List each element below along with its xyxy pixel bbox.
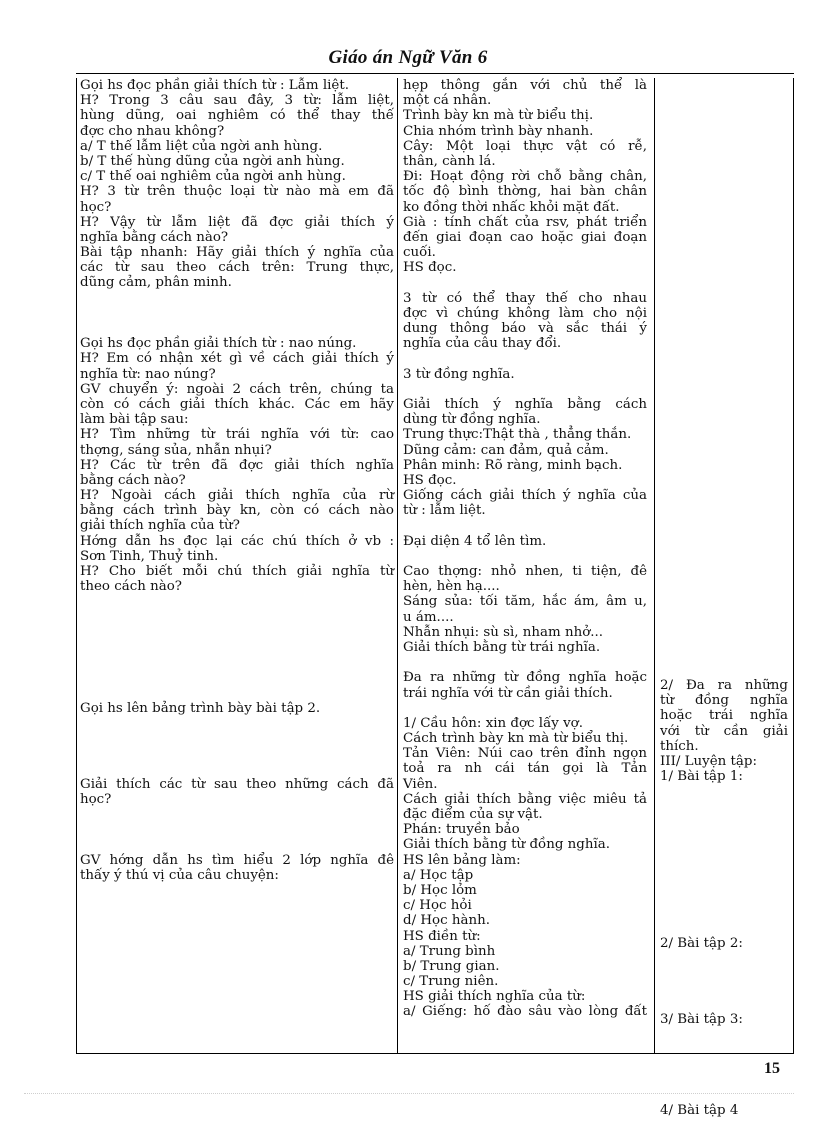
middle-line: a/ Trung bình xyxy=(403,943,496,959)
middle-line: đặc điểm của sự vật. xyxy=(403,807,543,822)
middle-line: HS giải thích nghĩa của từ: xyxy=(403,989,586,1005)
left-line: Hớng dẫn hs đọc lại các chú thích ở vb : xyxy=(80,533,394,549)
left-line: GV hớng dẫn hs tìm hiểu 2 lớp nghĩa đê xyxy=(80,852,394,868)
left-line: nghĩa bằng cách nào? xyxy=(80,229,229,245)
left-line: Bài tập nhanh: Hãy giải thích ý nghĩa của xyxy=(80,245,394,261)
left-line: học? xyxy=(80,791,112,807)
middle-line: Nhẫn nhụi: sù sì, nham nhở... xyxy=(403,624,604,640)
middle-line: trái nghĩa với từ cần giải thích. xyxy=(403,685,613,701)
left-line: GV chuyển ý: ngoài 2 cách trên, chúng ta xyxy=(80,381,394,397)
left-line: H? Trong 3 câu sau đây, 3 từ: lẫm liệt, xyxy=(80,93,394,109)
middle-line: Cách trình bày kn mà từ biểu thị. xyxy=(403,731,629,747)
middle-line xyxy=(403,701,647,716)
table-border-right xyxy=(793,78,794,1054)
middle-line: ko đồng thời nhấc khỏi mặt đất. xyxy=(403,199,620,215)
middle-line: Cây: Một loại thực vật có rễ, xyxy=(403,138,647,154)
right-line xyxy=(660,800,788,815)
left-line: nghĩa từ: nao núng? xyxy=(80,366,216,382)
left-line: H? Ngoài cách giải thích nghĩa của rừ xyxy=(80,488,394,504)
left-line: Giải thích các từ sau theo những cách đã xyxy=(80,776,394,792)
middle-line xyxy=(403,549,647,564)
left-line xyxy=(80,716,394,731)
middle-line: 3 từ có thể thay thế cho nhau xyxy=(403,290,647,306)
middle-line xyxy=(403,382,647,397)
right-line xyxy=(660,830,788,845)
middle-line: Trung thực:Thật thà , thẳng thắn. xyxy=(403,427,632,443)
left-line xyxy=(80,321,394,336)
left-line: H? Cho biết mỗi chú thích giải nghĩa từ xyxy=(80,564,394,579)
left-line: H? 3 từ trên thuộc loại từ nào mà em đã xyxy=(80,184,394,200)
left-line xyxy=(80,761,394,776)
middle-line xyxy=(403,275,647,290)
left-line xyxy=(80,731,394,746)
page-number: 15 xyxy=(764,1060,780,1077)
left-line: làm bài tập sau: xyxy=(80,412,189,428)
middle-line: a/ Giếng: hố đào sâu vào lòng đất xyxy=(403,1004,647,1020)
right-line xyxy=(660,1088,788,1103)
column-divider-2 xyxy=(654,78,655,1054)
left-line: các từ sau theo cách trên: Trung thực, xyxy=(80,260,394,276)
middle-line: Viên. xyxy=(403,776,438,792)
right-line xyxy=(660,860,788,875)
table-border-left xyxy=(76,78,77,1054)
left-line: học? xyxy=(80,199,112,215)
right-line: 2/ Đa ra những xyxy=(660,678,788,693)
right-line xyxy=(660,906,788,921)
middle-line: cuối. xyxy=(403,245,436,261)
left-line xyxy=(80,655,394,670)
left-line xyxy=(80,746,394,761)
right-line: 4/ Bài tập 4 xyxy=(660,1103,739,1119)
left-line: Gọi hs đọc phần giải thích từ : Lẫm liệt. xyxy=(80,78,349,93)
middle-line: Tản Viên: Núi cao trên đỉnh ngọn xyxy=(403,746,647,762)
middle-line: Đa ra những từ đồng nghĩa hoặc xyxy=(403,670,647,686)
middle-line: Phân minh: Rõ ràng, minh bạch. xyxy=(403,457,623,473)
middle-line: Chia nhóm trình bày nhanh. xyxy=(403,123,594,139)
left-line: thấy ý thú vị của câu chuyện: xyxy=(80,867,279,883)
middle-line: Đại diện 4 tổ lên tìm. xyxy=(403,533,547,549)
middle-line xyxy=(403,655,647,670)
left-line: H? Em có nhận xét gì về cách giải thích ý xyxy=(80,351,394,367)
middle-line: Cao thợng: nhỏ nhen, ti tiện, đê xyxy=(403,564,647,579)
right-line: 1/ Bài tập 1: xyxy=(660,769,743,785)
right-line xyxy=(660,784,788,799)
middle-line: thân, cành lá. xyxy=(403,153,496,169)
left-line: Gọi hs đọc phần giải thích từ : nao núng. xyxy=(80,336,357,352)
middle-line: nghĩa của câu thay đổi. xyxy=(403,336,562,352)
left-line xyxy=(80,686,394,701)
right-line: từ đồng nghĩa xyxy=(660,693,788,709)
middle-line: d/ Học hành. xyxy=(403,913,490,929)
right-line: 2/ Bài tập 2: xyxy=(660,936,743,952)
right-line xyxy=(660,815,788,830)
left-line: bằng cách trình bày kn, còn có cách nào xyxy=(80,503,394,519)
middle-line xyxy=(403,351,647,366)
right-line: III/ Luyện tập: xyxy=(660,753,757,769)
left-line xyxy=(80,610,394,625)
left-line: dũng cảm, phân minh. xyxy=(80,275,232,291)
middle-line: Trình bày kn mà từ biểu thị. xyxy=(403,108,594,124)
middle-line: Sáng sủa: tối tăm, hắc ám, âm u, xyxy=(403,594,647,610)
right-line xyxy=(660,845,788,860)
left-line xyxy=(80,837,394,852)
left-line: b/ T thế hùng dũng của ngời anh hùng. xyxy=(80,153,345,169)
middle-line: Giải thích bằng từ đồng nghĩa. xyxy=(403,837,610,853)
middle-line: HS đọc. xyxy=(403,260,457,276)
middle-line: tốc độ bình thờng, hai bàn chân xyxy=(403,184,647,200)
left-line xyxy=(80,640,394,655)
middle-line xyxy=(403,518,647,533)
middle-line: c/ Trung niên. xyxy=(403,974,499,990)
right-line xyxy=(660,1027,788,1042)
footer-divider xyxy=(24,1093,794,1094)
right-line: hoặc trái nghĩa xyxy=(660,708,788,724)
left-line: còn có cách giải thích khác. Các em hãy xyxy=(80,396,394,412)
right-line: thích. xyxy=(660,738,699,754)
left-line: hùng dũng, oai nghiêm có thể thay thế xyxy=(80,108,394,124)
header-rule xyxy=(76,73,794,74)
right-line xyxy=(660,951,788,966)
right-line xyxy=(660,875,788,890)
right-line xyxy=(660,967,788,982)
left-line: bằng cách nào? xyxy=(80,472,186,488)
right-line xyxy=(660,997,788,1012)
right-line xyxy=(660,982,788,997)
right-line xyxy=(660,891,788,906)
middle-line: Giải thích ý nghĩa bằng cách xyxy=(403,396,647,412)
middle-line: hẹp thông gắn với chủ thể là xyxy=(403,78,647,93)
column-divider-1 xyxy=(397,78,398,1054)
left-line xyxy=(80,822,394,837)
left-line xyxy=(80,807,394,822)
middle-line: b/ Học lỏm xyxy=(403,882,477,898)
middle-line: Cách giải thích bằng việc miêu tả xyxy=(403,791,647,807)
middle-line: Giải thích bằng từ trái nghĩa. xyxy=(403,639,601,655)
middle-line: dùng từ đồng nghĩa. xyxy=(403,412,541,428)
left-line: c/ T thế oai nghiêm của ngời anh hùng. xyxy=(80,169,346,185)
middle-line: 1/ Cầu hôn: xin đợc lấy vợ. xyxy=(403,715,583,731)
left-line xyxy=(80,306,394,321)
left-line xyxy=(80,594,394,609)
student-activities-column xyxy=(403,78,647,1020)
middle-line: đến giai đoạn cao hoặc giai đoạn xyxy=(403,229,647,245)
left-line xyxy=(80,625,394,640)
right-line xyxy=(660,921,788,936)
middle-line: dung thông báo và sắc thái ý xyxy=(403,321,647,336)
left-line xyxy=(80,670,394,685)
left-line: thợng, sáng sủa, nhẫn nhụi? xyxy=(80,442,272,458)
left-line: H? Vậy từ lẫm liệt đã đợc giải thích ý xyxy=(80,214,394,230)
middle-line: toả ra nh cái tán gọi là Tản xyxy=(403,761,647,777)
middle-line: HS điền từ: xyxy=(403,928,481,944)
middle-line: u ám.... xyxy=(403,609,454,625)
middle-line: Dũng cảm: can đảm, quả cảm. xyxy=(403,442,609,458)
left-line: theo cách nào? xyxy=(80,579,182,595)
left-line: H? Các từ trên đã đợc giải thích nghĩa xyxy=(80,457,394,473)
left-line: Sơn Tinh, Thuỷ tinh. xyxy=(80,548,219,564)
left-line: H? Tìm những từ trái nghĩa với từ: cao xyxy=(80,427,394,443)
middle-line: Phán: truyền bảo xyxy=(403,822,520,838)
middle-line: b/ Trung gian. xyxy=(403,958,500,974)
middle-line: c/ Học hỏi xyxy=(403,898,472,914)
middle-line: HS đọc. xyxy=(403,472,457,488)
left-line xyxy=(80,291,394,306)
page-header-title: Giáo án Ngữ Văn 6 xyxy=(328,47,488,68)
left-line: đợc cho nhau không? xyxy=(80,123,225,139)
middle-line: Đi: Hoạt động rời chỗ bằng chân, xyxy=(403,169,647,185)
right-line: với từ cần giải xyxy=(660,723,788,739)
left-line: a/ T thế lẫm liệt của ngời anh hùng. xyxy=(80,138,323,154)
middle-line: một cá nhân. xyxy=(403,93,492,109)
middle-line: hèn, hèn hạ.... xyxy=(403,579,500,595)
right-line xyxy=(660,1043,788,1058)
teacher-activities-column xyxy=(80,78,394,883)
middle-line: 3 từ đồng nghĩa. xyxy=(403,366,515,382)
middle-line: đợc vì chúng không làm cho nội xyxy=(403,305,647,321)
left-line: Gọi hs lên bảng trình bày bài tập 2. xyxy=(80,700,321,716)
right-line: 3/ Bài tập 3: xyxy=(660,1012,743,1028)
middle-line: từ : lẫm liệt. xyxy=(403,503,486,519)
middle-line: a/ Học tập xyxy=(403,867,474,883)
left-line: giải thích nghĩa của từ? xyxy=(80,518,240,534)
lesson-content-column xyxy=(660,678,788,1118)
middle-line: Già : tính chất của rsv, phát triển xyxy=(403,214,647,230)
middle-line: Giống cách giải thích ý nghĩa của xyxy=(403,488,647,504)
middle-line: HS lên bảng làm: xyxy=(403,852,521,868)
